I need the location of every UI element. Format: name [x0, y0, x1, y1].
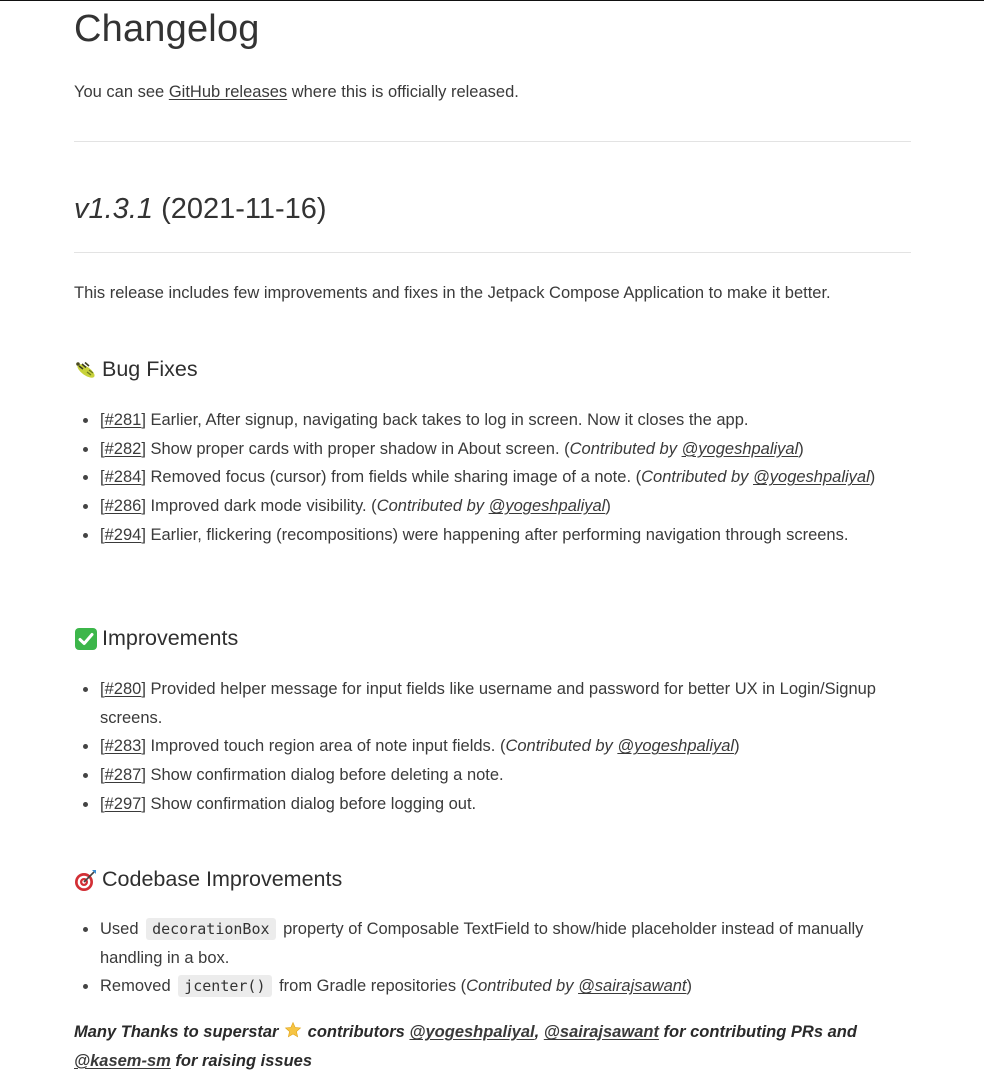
release-date: (2021-11-16)	[161, 193, 327, 225]
item-text: Improved touch region area of note input fields. (	[145, 737, 506, 756]
contributor-link[interactable]: @kasem-sm	[74, 1051, 171, 1070]
release-description: This release includes few improvements and fixes in the Jetpack Compose Application to make it better.	[74, 284, 831, 302]
page-title: Changelog	[74, 8, 260, 50]
issue-link[interactable]: #297	[104, 794, 142, 813]
item-text: Earlier, After signup, navigating back takes to log in screen. Now it closes the app.	[145, 411, 749, 429]
item-text: Show confirmation dialog before logging out.	[145, 794, 477, 813]
codebase-heading: Codebase Improvements	[74, 867, 342, 892]
issue-link[interactable]: #282	[104, 439, 142, 458]
contributed-by: Contributed by @yogeshpaliyal	[505, 737, 735, 756]
list-item: [#284] Removed focus (cursor) from fields while sharing image of a note. (Contributed by @yogeshpaliyal)	[74, 463, 911, 492]
contributor-link[interactable]: @yogeshpaliyal	[488, 497, 606, 516]
code-snippet: jcenter()	[178, 975, 271, 997]
contributed-by: Contributed by @yogeshpaliyal	[569, 439, 799, 458]
check-icon	[74, 627, 98, 651]
issue-link[interactable]: #281	[104, 411, 142, 429]
intro-text: You can see GitHub releases where this is officially released.	[74, 83, 519, 101]
code-snippet: decorationBox	[146, 918, 275, 940]
list-item: Removed jcenter() from Gradle repositories (Contributed by @sairajsawant)	[74, 972, 911, 1001]
release-heading	[74, 193, 327, 226]
list-item: [#286] Improved dark mode visibility. (Contributed by @yogeshpaliyal)	[74, 492, 911, 521]
list-item: [#281] Earlier, After signup, navigating back takes to log in screen. Now it closes the app.	[74, 406, 911, 435]
list-item: [#297] Show confirmation dialog before logging out.	[74, 790, 911, 819]
issue-link[interactable]: #283	[104, 737, 142, 756]
issue-link[interactable]: #286	[104, 497, 142, 516]
item-text: Removed focus (cursor) from fields while sharing image of a note. (	[145, 468, 642, 487]
bug-fixes-heading: Bug Fixes	[74, 357, 198, 382]
contributor-link[interactable]: @sairajsawant	[543, 1023, 659, 1041]
codebase-list	[74, 915, 911, 1001]
list-item: [#282] Show proper cards with proper shadow in About screen. (Contributed by @yogeshpaliyal)	[74, 435, 911, 464]
list-item: [#280] Provided helper message for input fields like username and password for better UX in Login/Signup screens.	[74, 675, 911, 732]
list-item: [#287] Show confirmation dialog before deleting a note.	[74, 761, 911, 790]
item-text: Provided helper message for input fields like username and password for better UX in Login/Signup screens.	[100, 680, 876, 727]
item-text: Show confirmation dialog before deleting a note.	[145, 766, 504, 785]
improvements-list	[74, 675, 911, 819]
item-text: Show proper cards with proper shadow in About screen. (	[145, 439, 570, 458]
contributor-link[interactable]: @yogeshpaliyal	[617, 737, 735, 756]
issue-link[interactable]: #280	[104, 680, 142, 698]
contributed-by: Contributed by @sairajsawant	[466, 977, 687, 996]
contributor-link[interactable]: @yogeshpaliyal	[753, 468, 870, 487]
list-item: Used decorationBox property of Composable TextField to show/hide placeholder instead of manually handling in a box.	[74, 915, 911, 972]
thanks-note: Many Thanks to superstar contributors @yogeshpaliyal, @sairajsawant for contributing PRs and @kasem-sm for raising issues	[74, 1023, 857, 1070]
bug-icon	[74, 358, 98, 382]
bug-fixes-list	[74, 406, 911, 550]
issue-link[interactable]: #284	[104, 468, 142, 487]
list-item: [#294] Earlier, flickering (recompositions) were happening after performing navigation through screens.	[74, 521, 911, 550]
divider	[74, 252, 911, 253]
contributed-by: Contributed by @yogeshpaliyal	[376, 497, 606, 516]
contributor-link[interactable]: @sairajsawant	[578, 977, 687, 996]
contributor-link[interactable]: @yogeshpaliyal	[409, 1023, 535, 1041]
divider	[74, 141, 911, 142]
issue-link[interactable]: #294	[104, 525, 142, 544]
contributed-by: Contributed by @yogeshpaliyal	[641, 468, 870, 487]
improvements-heading: Improvements	[74, 626, 238, 651]
item-text: Earlier, flickering (recompositions) were happening after performing navigation through screens.	[145, 525, 849, 544]
target-icon	[74, 868, 98, 892]
item-text: Improved dark mode visibility. (	[145, 497, 377, 516]
release-version: v1.3.1	[74, 193, 153, 225]
star-icon	[283, 1021, 303, 1039]
list-item: [#283] Improved touch region area of note input fields. (Contributed by @yogeshpaliyal)	[74, 732, 911, 761]
issue-link[interactable]: #287	[104, 766, 142, 785]
contributor-link[interactable]: @yogeshpaliyal	[681, 439, 799, 458]
github-releases-link[interactable]: GitHub releases	[168, 83, 288, 101]
